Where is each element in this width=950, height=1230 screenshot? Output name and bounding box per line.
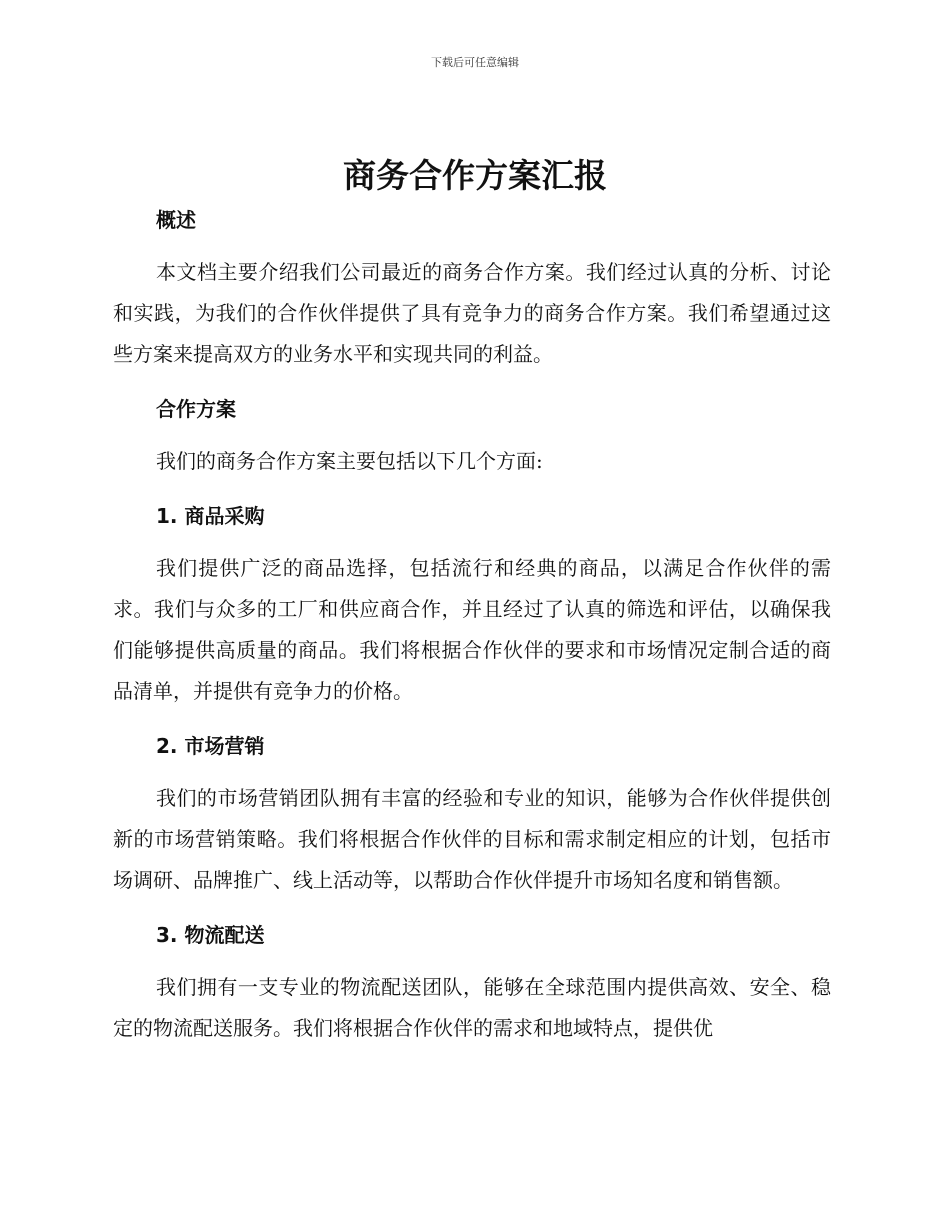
section-paragraph-plan: 我们的商务合作方案主要包括以下几个方面: <box>156 449 543 473</box>
section-heading-overview: 概述 <box>156 208 196 232</box>
section-paragraph-logistics: 我们拥有一支专业的物流配送团队，能够在全球范围内提供高效、安全、稳定的物流配送服务。我们将根据合作伙伴的需求和地域特点，提供优 <box>113 975 831 1040</box>
section-heading-procurement: 1. 商品采购 <box>156 504 265 528</box>
document-body <box>113 200 831 1049</box>
section-paragraph-marketing: 我们的市场营销团队拥有丰富的经验和专业的知识，能够为合作伙伴提供创新的市场营销策略。我们将根据合作伙伴的目标和需求制定相应的计划，包括市场调研、品牌推广、线上活动等，以帮助合作伙伴提升市场知名度和销售额。 <box>113 786 831 892</box>
section-heading-logistics: 3. 物流配送 <box>156 923 265 947</box>
section-heading-marketing: 2. 市场营销 <box>156 734 265 758</box>
section-paragraph-procurement: 我们提供广泛的商品选择，包括流行和经典的商品，以满足合作伙伴的需求。我们与众多的工厂和供应商合作，并且经过了认真的筛选和评估，以确保我们能够提供高质量的商品。我们将根据合作伙伴的要求和市场情况定制合适的商品清单，并提供有竞争力的价格。 <box>113 556 831 703</box>
header-note: 下载后可任意编辑 <box>431 56 519 69</box>
page-title: 商务合作方案汇报 <box>343 156 607 195</box>
section-heading-plan: 合作方案 <box>156 397 236 421</box>
section-paragraph-overview: 本文档主要介绍我们公司最近的商务合作方案。我们经过认真的分析、讨论和实践，为我们的合作伙伴提供了具有竞争力的商务合作方案。我们希望通过这些方案来提高双方的业务水平和实现共同的利益。 <box>113 260 831 366</box>
